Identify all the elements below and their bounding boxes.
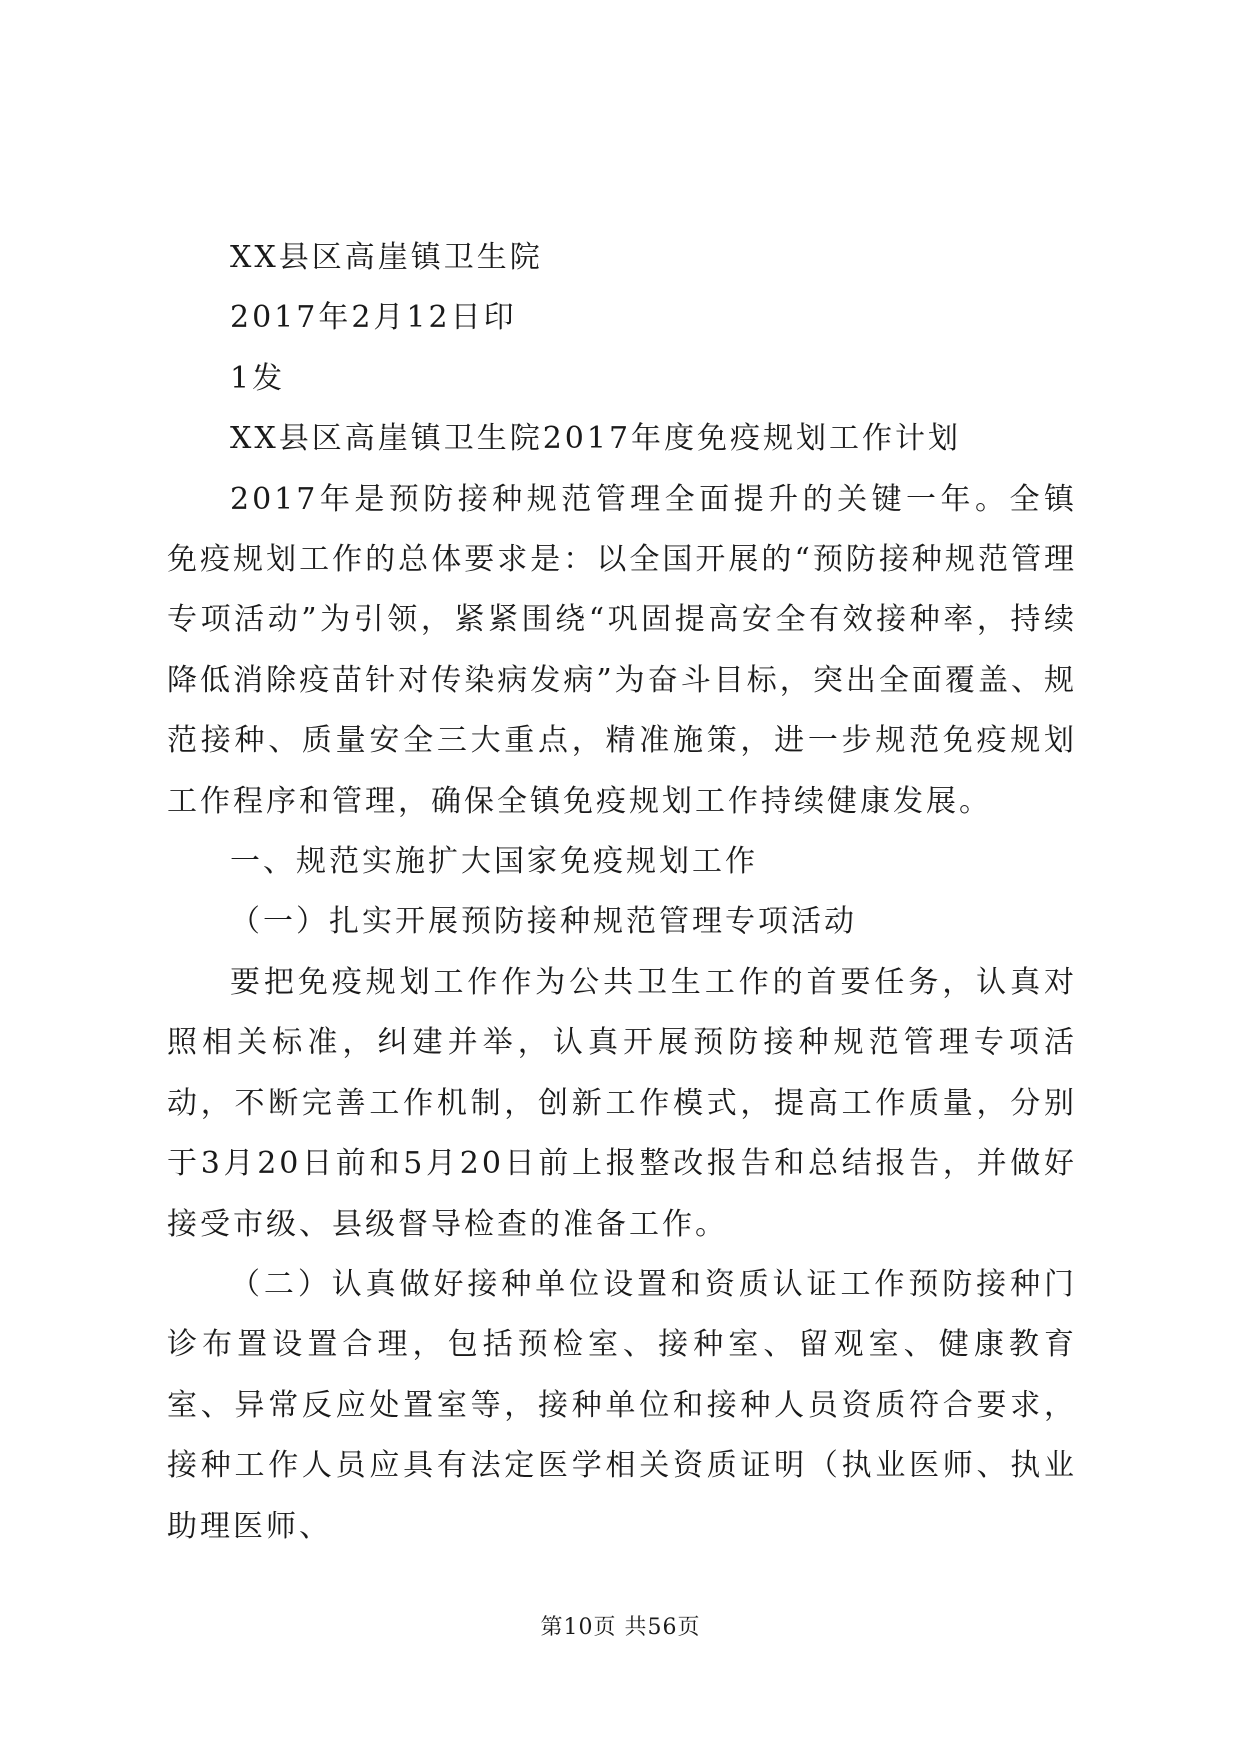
document-body bbox=[167, 228, 1077, 1557]
section-heading-1: 一、规范实施扩大国家免疫规划工作 bbox=[230, 844, 758, 880]
page-number-footer: 第10页 共56页 bbox=[540, 1615, 701, 1640]
subsection-heading-1: （一）扎实开展预防接种规范管理专项活动 bbox=[230, 904, 857, 940]
header-issuer: XX县区高崖镇卫生院 bbox=[230, 240, 543, 275]
intro-paragraph: 2017年是预防接种规范管理全面提升的关键一年。全镇免疫规划工作的总体要求是：以全国开展的“预防接种规范管理专项活动”为引领，紧紧围绕“巩固提高安全有效接种率，持续降低消除疫苗针对传染病发病”为奋斗目标，突出全面覆盖、规范接种、质量安全三大重点，精准施策，进一步规范免疫规划工作程序和管理，确保全镇免疫规划工作持续健康发展。 bbox=[167, 481, 1077, 819]
body-paragraph-2: （二）认真做好接种单位设置和资质认证工作预防接种门诊布置设置合理，包括预检室、接种室、留观室、健康教育室、异常反应处置室等，接种单位和接种人员资质符合要求，接种工作人员应具有法定医学相关资质证明（执业医师、执业助理医师、 bbox=[167, 1266, 1077, 1544]
distribution-count: 1发 bbox=[230, 360, 286, 396]
document-title: XX县区高崖镇卫生院2017年度免疫规划工作计划 bbox=[230, 421, 962, 457]
print-date: 2017年2月12日印 bbox=[230, 300, 517, 336]
body-paragraph-1: 要把免疫规划工作作为公共卫生工作的首要任务，认真对照相关标准，纠建并举，认真开展预防接种规范管理专项活动，不断完善工作机制，创新工作模式，提高工作质量，分别于3月20日前和5月20日前上报整改报告和总结报告，并做好接受市级、县级督导检查的准备工作。 bbox=[167, 964, 1077, 1242]
